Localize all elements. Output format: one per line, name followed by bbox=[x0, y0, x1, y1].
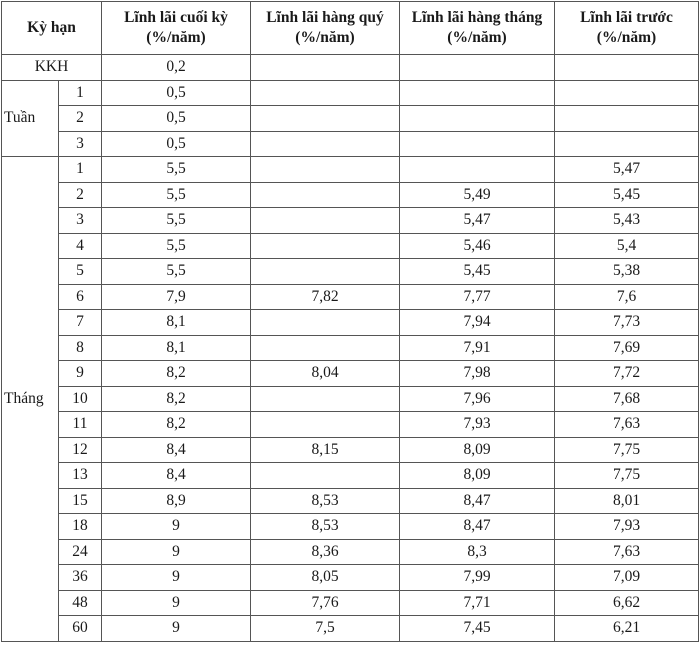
table-row bbox=[2, 590, 699, 616]
cell-upfront: 5,43 bbox=[555, 208, 699, 234]
cell-end-of-term: 7,9 bbox=[102, 284, 251, 310]
cell-quarterly bbox=[251, 335, 400, 361]
cell-monthly: 5,45 bbox=[400, 259, 555, 285]
cell-quarterly bbox=[251, 55, 400, 81]
table-row bbox=[2, 80, 699, 106]
cell-upfront bbox=[555, 55, 699, 81]
cell-term: 11 bbox=[59, 412, 102, 438]
cell-upfront: 6,21 bbox=[555, 616, 699, 642]
cell-term: 60 bbox=[59, 616, 102, 642]
cell-term: 13 bbox=[59, 463, 102, 489]
cell-term: 48 bbox=[59, 590, 102, 616]
table-row bbox=[2, 616, 699, 642]
cell-monthly: 7,96 bbox=[400, 386, 555, 412]
group-label: Tuần bbox=[2, 80, 59, 157]
cell-quarterly bbox=[251, 157, 400, 183]
cell-end-of-term: 8,4 bbox=[102, 437, 251, 463]
cell-end-of-term: 8,2 bbox=[102, 412, 251, 438]
cell-monthly: 8,09 bbox=[400, 463, 555, 489]
cell-term: 3 bbox=[59, 131, 102, 157]
cell-quarterly bbox=[251, 310, 400, 336]
cell-quarterly bbox=[251, 131, 400, 157]
cell-term: 2 bbox=[59, 106, 102, 132]
cell-end-of-term: 8,2 bbox=[102, 386, 251, 412]
cell-term: 15 bbox=[59, 488, 102, 514]
cell-end-of-term: 9 bbox=[102, 565, 251, 591]
cell-end-of-term: 0,5 bbox=[102, 106, 251, 132]
table-row bbox=[2, 437, 699, 463]
cell-end-of-term: 9 bbox=[102, 590, 251, 616]
cell-monthly bbox=[400, 80, 555, 106]
cell-end-of-term: 0,5 bbox=[102, 131, 251, 157]
cell-upfront bbox=[555, 80, 699, 106]
cell-quarterly bbox=[251, 80, 400, 106]
header-term: Kỳ hạn bbox=[2, 2, 102, 55]
cell-monthly: 7,93 bbox=[400, 412, 555, 438]
cell-monthly bbox=[400, 131, 555, 157]
cell-monthly: 7,99 bbox=[400, 565, 555, 591]
header-quarterly: Lĩnh lãi hàng quý (%/năm) bbox=[251, 2, 400, 55]
cell-quarterly: 8,04 bbox=[251, 361, 400, 387]
cell-monthly: 7,71 bbox=[400, 590, 555, 616]
table-row bbox=[2, 514, 699, 540]
cell-monthly: 8,47 bbox=[400, 514, 555, 540]
table-row bbox=[2, 539, 699, 565]
cell-end-of-term: 8,1 bbox=[102, 310, 251, 336]
cell-term: 10 bbox=[59, 386, 102, 412]
table-row bbox=[2, 386, 699, 412]
interest-rate-table bbox=[1, 1, 699, 642]
cell-upfront: 7,63 bbox=[555, 539, 699, 565]
cell-upfront: 7,6 bbox=[555, 284, 699, 310]
term-kkh-label: KKH bbox=[2, 55, 102, 81]
cell-upfront: 7,63 bbox=[555, 412, 699, 438]
cell-upfront: 7,75 bbox=[555, 463, 699, 489]
header-end-of-term: Lĩnh lãi cuối kỳ (%/năm) bbox=[102, 2, 251, 55]
cell-upfront: 8,01 bbox=[555, 488, 699, 514]
cell-term: 12 bbox=[59, 437, 102, 463]
cell-quarterly: 8,53 bbox=[251, 488, 400, 514]
cell-quarterly bbox=[251, 259, 400, 285]
cell-monthly: 7,77 bbox=[400, 284, 555, 310]
cell-term: 5 bbox=[59, 259, 102, 285]
cell-term: 1 bbox=[59, 157, 102, 183]
cell-upfront: 7,09 bbox=[555, 565, 699, 591]
table-row bbox=[2, 361, 699, 387]
cell-end-of-term: 8,4 bbox=[102, 463, 251, 489]
cell-quarterly: 8,15 bbox=[251, 437, 400, 463]
cell-monthly: 5,49 bbox=[400, 182, 555, 208]
table-row bbox=[2, 488, 699, 514]
header-monthly: Lĩnh lãi hàng tháng (%/năm) bbox=[400, 2, 555, 55]
cell-term: 3 bbox=[59, 208, 102, 234]
cell-quarterly: 7,82 bbox=[251, 284, 400, 310]
cell-quarterly bbox=[251, 106, 400, 132]
cell-term: 24 bbox=[59, 539, 102, 565]
cell-upfront: 5,45 bbox=[555, 182, 699, 208]
table-row bbox=[2, 463, 699, 489]
cell-monthly: 7,98 bbox=[400, 361, 555, 387]
cell-quarterly bbox=[251, 233, 400, 259]
cell-end-of-term: 5,5 bbox=[102, 157, 251, 183]
cell-upfront: 7,68 bbox=[555, 386, 699, 412]
cell-quarterly bbox=[251, 463, 400, 489]
table-row bbox=[2, 182, 699, 208]
table-row bbox=[2, 310, 699, 336]
cell-monthly bbox=[400, 55, 555, 81]
header-upfront: Lĩnh lãi trước (%/năm) bbox=[555, 2, 699, 55]
cell-upfront: 5,47 bbox=[555, 157, 699, 183]
cell-monthly: 5,46 bbox=[400, 233, 555, 259]
cell-end-of-term: 0,2 bbox=[102, 55, 251, 81]
cell-quarterly: 7,5 bbox=[251, 616, 400, 642]
cell-term: 18 bbox=[59, 514, 102, 540]
table-row bbox=[2, 284, 699, 310]
cell-end-of-term: 8,9 bbox=[102, 488, 251, 514]
cell-monthly bbox=[400, 106, 555, 132]
cell-monthly bbox=[400, 157, 555, 183]
cell-upfront: 7,72 bbox=[555, 361, 699, 387]
cell-term: 8 bbox=[59, 335, 102, 361]
cell-term: 36 bbox=[59, 565, 102, 591]
cell-end-of-term: 0,5 bbox=[102, 80, 251, 106]
cell-end-of-term: 5,5 bbox=[102, 233, 251, 259]
cell-quarterly: 8,36 bbox=[251, 539, 400, 565]
cell-quarterly bbox=[251, 182, 400, 208]
cell-monthly: 7,91 bbox=[400, 335, 555, 361]
cell-monthly: 5,47 bbox=[400, 208, 555, 234]
cell-quarterly bbox=[251, 412, 400, 438]
cell-term: 1 bbox=[59, 80, 102, 106]
cell-upfront: 5,38 bbox=[555, 259, 699, 285]
table-row bbox=[2, 106, 699, 132]
cell-upfront bbox=[555, 131, 699, 157]
cell-upfront: 7,75 bbox=[555, 437, 699, 463]
cell-end-of-term: 8,1 bbox=[102, 335, 251, 361]
cell-end-of-term: 9 bbox=[102, 539, 251, 565]
table-row bbox=[2, 131, 699, 157]
table-row bbox=[2, 157, 699, 183]
cell-end-of-term: 9 bbox=[102, 514, 251, 540]
cell-quarterly: 8,53 bbox=[251, 514, 400, 540]
cell-term: 7 bbox=[59, 310, 102, 336]
cell-end-of-term: 9 bbox=[102, 616, 251, 642]
cell-term: 4 bbox=[59, 233, 102, 259]
cell-quarterly: 8,05 bbox=[251, 565, 400, 591]
cell-monthly: 7,45 bbox=[400, 616, 555, 642]
table-row bbox=[2, 335, 699, 361]
cell-upfront: 7,73 bbox=[555, 310, 699, 336]
cell-quarterly bbox=[251, 386, 400, 412]
cell-quarterly: 7,76 bbox=[251, 590, 400, 616]
cell-end-of-term: 8,2 bbox=[102, 361, 251, 387]
table-row bbox=[2, 412, 699, 438]
cell-monthly: 8,47 bbox=[400, 488, 555, 514]
table-row-kkh bbox=[2, 55, 699, 81]
cell-upfront: 6,62 bbox=[555, 590, 699, 616]
cell-monthly: 8,3 bbox=[400, 539, 555, 565]
table-row bbox=[2, 565, 699, 591]
group-label: Tháng bbox=[2, 157, 59, 642]
cell-monthly: 7,94 bbox=[400, 310, 555, 336]
cell-upfront: 5,4 bbox=[555, 233, 699, 259]
cell-quarterly bbox=[251, 208, 400, 234]
cell-upfront: 7,69 bbox=[555, 335, 699, 361]
table-row bbox=[2, 259, 699, 285]
table-row bbox=[2, 208, 699, 234]
cell-term: 2 bbox=[59, 182, 102, 208]
header-row bbox=[2, 2, 699, 55]
cell-end-of-term: 5,5 bbox=[102, 182, 251, 208]
table-row bbox=[2, 233, 699, 259]
cell-term: 6 bbox=[59, 284, 102, 310]
cell-end-of-term: 5,5 bbox=[102, 208, 251, 234]
cell-upfront: 7,93 bbox=[555, 514, 699, 540]
cell-monthly: 8,09 bbox=[400, 437, 555, 463]
cell-upfront bbox=[555, 106, 699, 132]
cell-term: 9 bbox=[59, 361, 102, 387]
cell-end-of-term: 5,5 bbox=[102, 259, 251, 285]
